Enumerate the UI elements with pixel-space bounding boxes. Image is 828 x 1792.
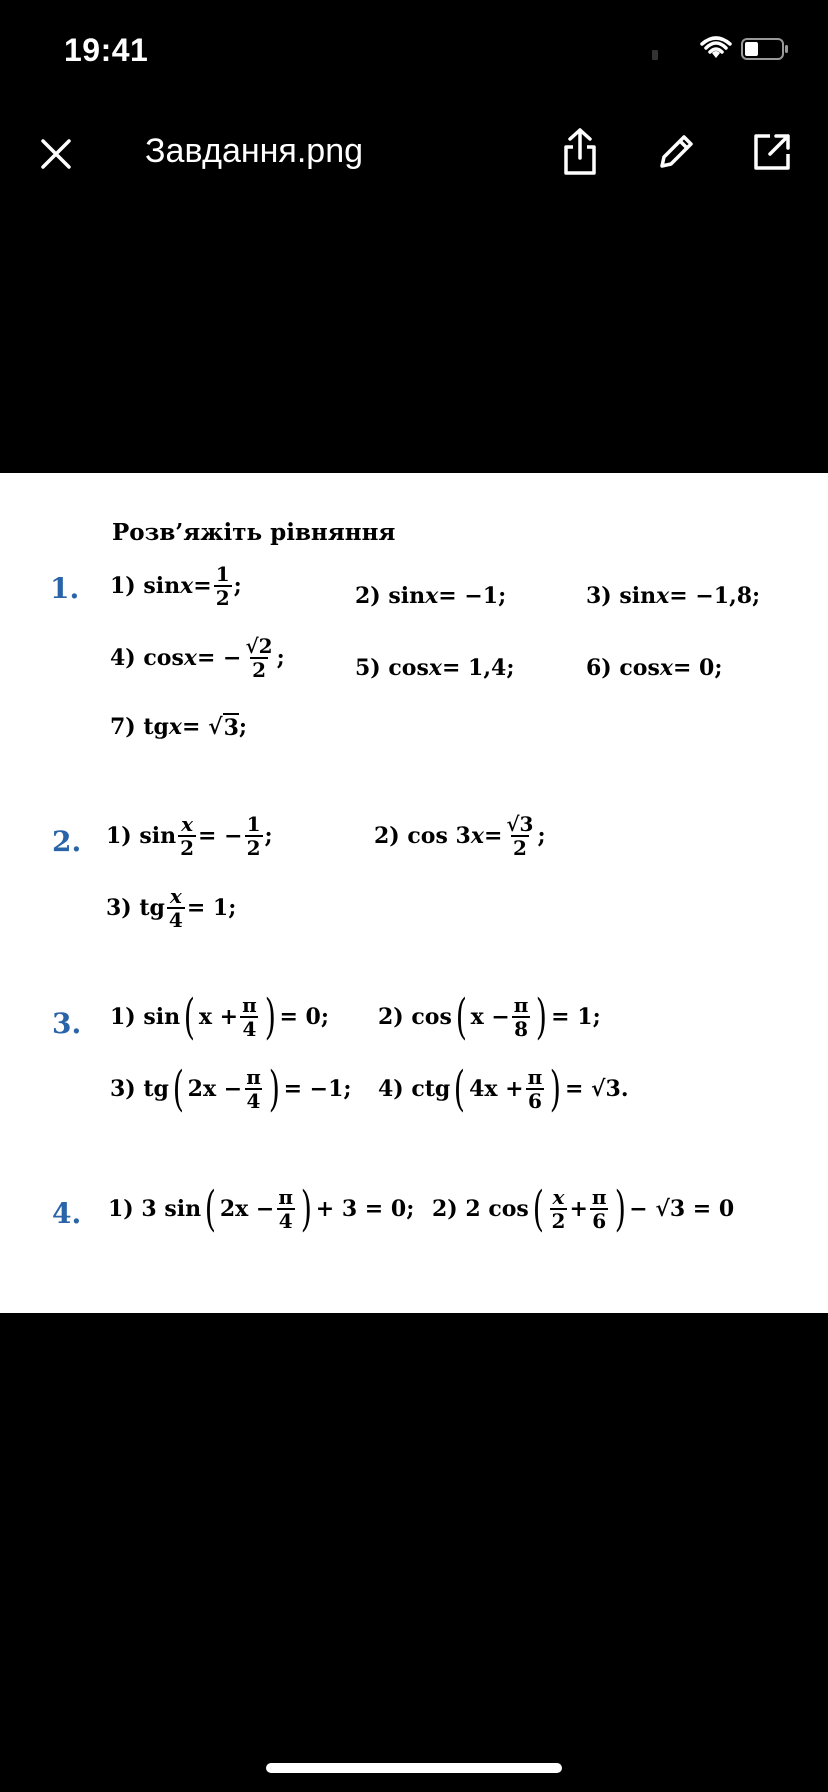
battery-icon [741, 38, 789, 60]
status-time: 19:41 [64, 32, 149, 68]
share-icon[interactable] [558, 126, 602, 178]
p2-eq2: 2) cos 3 x = $\frac{√3}{2}$ ; [374, 812, 546, 860]
viewer-toolbar [0, 110, 828, 200]
p1-eq3: 3) sin x = −1,8; [586, 583, 761, 609]
task-heading: Розв’яжіть рівняння [112, 519, 396, 546]
signal-icon [652, 50, 658, 60]
document-image [0, 473, 828, 1313]
p1-eq5: 5) cos x = 1,4; [355, 655, 515, 681]
problem-2-number: 2. [52, 825, 82, 858]
problem-3-number: 3. [52, 1007, 82, 1040]
close-icon[interactable] [34, 132, 78, 176]
p3-eq2: 2) cos ( x − $\frac{\pi}{8}$ ) = 1; [378, 989, 601, 1045]
p1-eq4: 4) cos x = − $\frac{√2}{2}$ ; [110, 634, 285, 682]
p3-eq4: 4) ctg ( 4x + $\frac{\pi}{6}$ ) = √3. [378, 1061, 629, 1117]
p1-eq7: 7) tg x = √ 3 ; [110, 714, 248, 741]
pencil-icon[interactable] [654, 130, 698, 174]
p2-eq3: 3) tg $\frac{x}{4}$ = 1; [106, 884, 237, 932]
p1-eq2: 2) sin x = −1; [355, 583, 507, 609]
p3-eq1: 1) sin ( x + $\frac{\pi}{4}$ ) = 0; [110, 989, 329, 1045]
home-indicator[interactable] [266, 1763, 562, 1773]
p1-eq1: 1) sin x = $\frac{1}{2}$ ; [110, 562, 242, 610]
p4-eq1: 1) 3 sin ( 2x − $\frac{\pi}{4}$ ) + 3 = 0; [108, 1181, 415, 1237]
wifi-icon [700, 36, 732, 60]
p4-eq2: 2) 2 cos ( $\frac{x}{2}$ + $\frac{\pi}{6}$ ) − √3 = 0 [432, 1181, 735, 1237]
open-external-icon[interactable] [750, 130, 794, 174]
p3-eq3: 3) tg ( 2x − $\frac{\pi}{4}$ ) = −1; [110, 1061, 352, 1117]
p2-eq1: 1) sin $\frac{x}{2}$ = − $\frac{1}{2}$ ; [106, 812, 273, 860]
status-bar [0, 0, 828, 100]
problem-1-number: 1. [50, 572, 80, 605]
p1-eq6: 6) cos x = 0; [586, 655, 723, 681]
problem-4-number: 4. [52, 1197, 82, 1230]
file-title: Завдання.png [145, 132, 364, 170]
